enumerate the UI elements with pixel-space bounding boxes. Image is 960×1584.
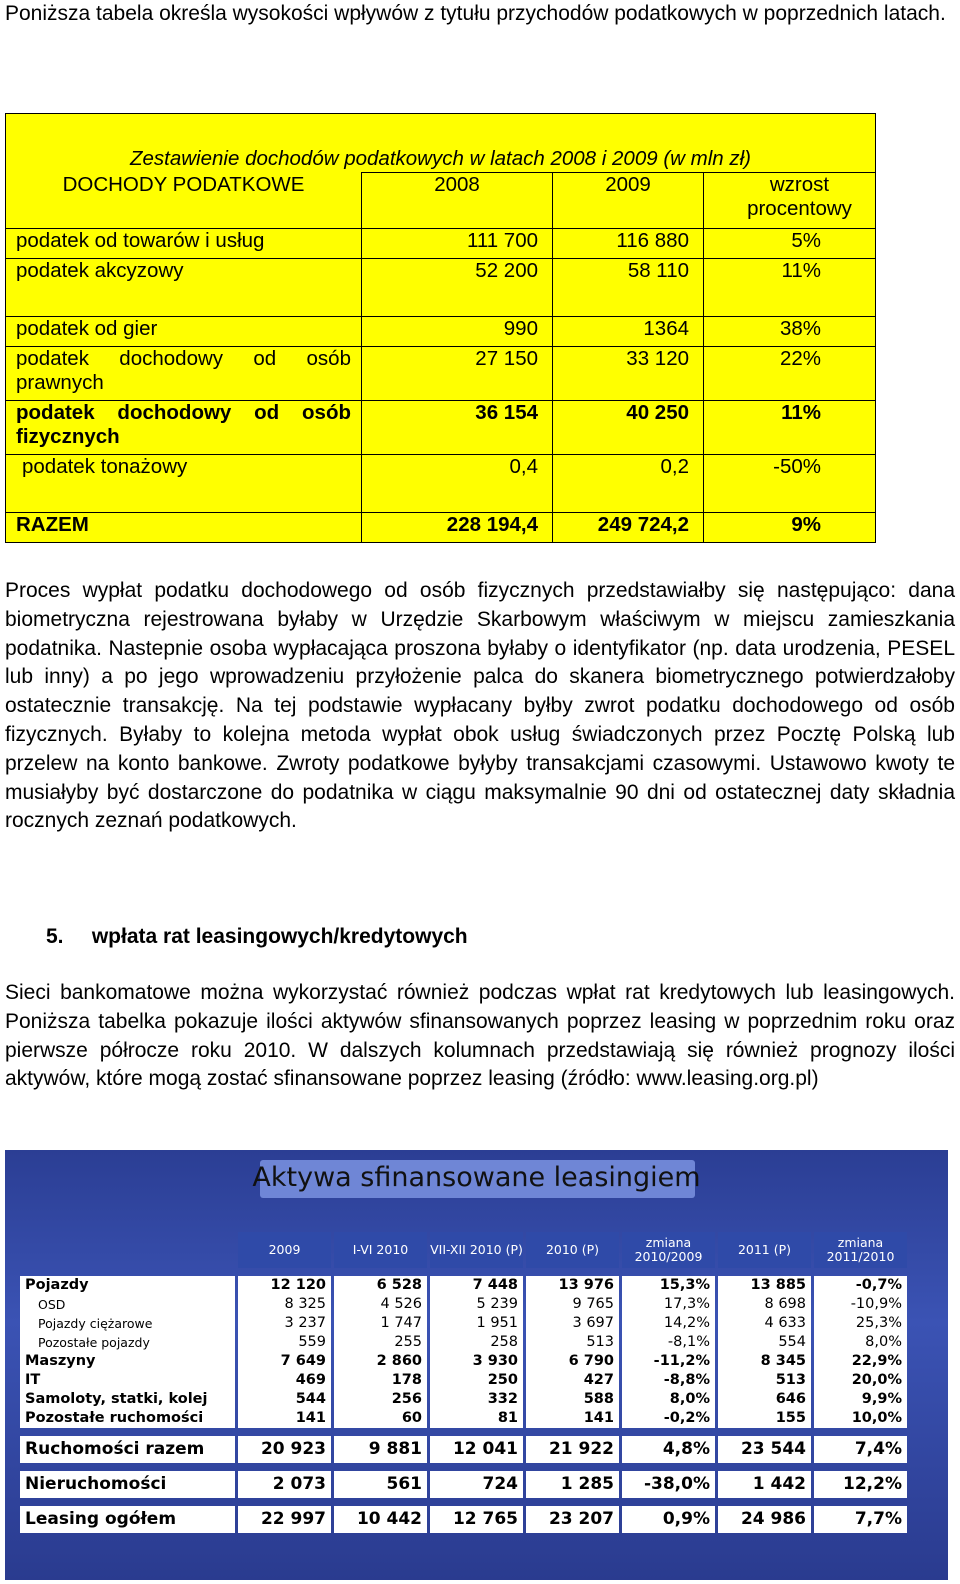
leasing-row	[20, 1371, 907, 1390]
leasing-row-label: Pozostałe pojazdy	[20, 1333, 235, 1352]
leasing-row-label: Maszyny	[20, 1352, 235, 1371]
leasing-cell: 22,9%	[814, 1352, 907, 1371]
table-row	[6, 455, 876, 513]
leasing-cell: 3 237	[238, 1314, 331, 1333]
leasing-cell: -10,9%	[814, 1295, 907, 1314]
leasing-cell: -11,2%	[622, 1352, 715, 1371]
leasing-cell: 3 930	[430, 1352, 523, 1371]
leasing-row-label: Pozostałe ruchomości	[20, 1409, 235, 1428]
leasing-total-cell: 23 544	[718, 1436, 811, 1463]
section-heading	[46, 925, 468, 949]
leasing-header-row	[20, 1232, 907, 1268]
row-2009: 0,2	[553, 455, 704, 513]
leasing-cell: 646	[718, 1390, 811, 1409]
leasing-cell: 12 120	[238, 1276, 331, 1295]
header-2009: 2009	[553, 173, 704, 229]
total-2008: 228 194,4	[362, 513, 553, 543]
leasing-total-row	[20, 1506, 907, 1533]
leasing-cell: 9,9%	[814, 1390, 907, 1409]
leasing-cell: 13 976	[526, 1276, 619, 1295]
leasing-cell: 81	[430, 1409, 523, 1428]
leasing-total-row	[20, 1436, 907, 1463]
row-2009: 58 110	[553, 259, 704, 317]
table-row	[6, 401, 876, 455]
header-growth: wzrost procentowy	[704, 173, 876, 229]
row-2009: 33 120	[553, 347, 704, 401]
payout-paragraph: Proces wypłat podatku dochodowego od osób fizycznych przedstawiałby się następująco: dana biometryczna rejestrowana byłaby w Urzędzie Skarbowym właściwym w miejscu zamieszkania podatnika. Nastepnie osoba wypłacająca proszona byłaby o identyfikator (np. data urodzenia, PESEL lub inny) a po jego wprowadzeniu przyłożenie palca do skanera biometrycznego potwierdzałoby ostatecznie transakcję. Na tej podstawie wypłacany byłby zwrot podatku dochodowego od osób fizycznych. Byłaby to kolejna metoda wypłat obok usług świadczonych przez Pocztę Polską lub przelew na konto bankowe. Zwroty podatkowe byłyby transakcjami czasowymi. Ustawowo kwoty te musiałyby być dostarczone do podatnika w ciągu maksymalnie 90 dni od ostatecznej daty składnia rocznych zeznań podatkowych.	[5, 579, 955, 833]
leasing-total-row	[20, 1471, 907, 1498]
row-2008: 36 154	[362, 401, 553, 455]
leasing-row-label: Samoloty, statki, kolej	[20, 1390, 235, 1409]
leasing-cell: 544	[238, 1390, 331, 1409]
leasing-total-cell: 0,9%	[622, 1506, 715, 1533]
leasing-cell: 13 885	[718, 1276, 811, 1295]
leasing-total-cell: 9 881	[334, 1436, 427, 1463]
table-total-row	[6, 513, 876, 543]
table-header-row	[6, 173, 876, 229]
row-2008: 0,4	[362, 455, 553, 513]
total-2009: 249 724,2	[553, 513, 704, 543]
leasing-cell: 8,0%	[622, 1390, 715, 1409]
row-growth: 22%	[704, 347, 876, 401]
row-growth: 5%	[704, 229, 876, 259]
leasing-cell: 513	[718, 1371, 811, 1390]
row-growth: -50%	[704, 455, 876, 513]
leasing-cell: 10,0%	[814, 1409, 907, 1428]
section-number: 5.	[46, 925, 64, 948]
row-2008: 111 700	[362, 229, 553, 259]
leasing-total-cell: 21 922	[526, 1436, 619, 1463]
row-label: podatek od towarów i usług	[6, 229, 362, 259]
leasing-cell: 15,3%	[622, 1276, 715, 1295]
leasing-cell: -0,2%	[622, 1409, 715, 1428]
header-col: VII-XII 2010 (P)	[430, 1232, 523, 1268]
leasing-total-cell: 561	[334, 1471, 427, 1498]
leasing-total-cell: 724	[430, 1471, 523, 1498]
leasing-total-cell: -38,0%	[622, 1471, 715, 1498]
header-col: 2010 (P)	[526, 1232, 619, 1268]
leasing-cell: 332	[430, 1390, 523, 1409]
row-2009: 1364	[553, 317, 704, 347]
row-2008: 990	[362, 317, 553, 347]
leasing-total-cell: 12 041	[430, 1436, 523, 1463]
leasing-row-label: OSD	[20, 1295, 235, 1314]
row-growth: 38%	[704, 317, 876, 347]
row-2009: 116 880	[553, 229, 704, 259]
leasing-total-cell: 1 442	[718, 1471, 811, 1498]
table-caption-row	[6, 114, 876, 173]
leasing-total-cell: 10 442	[334, 1506, 427, 1533]
leasing-cell: 554	[718, 1333, 811, 1352]
tax-income-table	[5, 113, 876, 543]
leasing-total-label: Nieruchomości	[20, 1471, 235, 1498]
section-title: wpłata rat leasingowych/kredytowych	[91, 925, 468, 948]
row-2008: 27 150	[362, 347, 553, 401]
leasing-total-cell: 20 923	[238, 1436, 331, 1463]
leasing-cell: 427	[526, 1371, 619, 1390]
leasing-cell: 513	[526, 1333, 619, 1352]
leasing-row	[20, 1409, 907, 1428]
leasing-cell: 258	[430, 1333, 523, 1352]
leasing-total-cell: 22 997	[238, 1506, 331, 1533]
leasing-cell: 8 325	[238, 1295, 331, 1314]
leasing-cell: -0,7%	[814, 1276, 907, 1295]
row-2008: 52 200	[362, 259, 553, 317]
leasing-cell: -8,8%	[622, 1371, 715, 1390]
leasing-cell: 17,3%	[622, 1295, 715, 1314]
leasing-cell: 14,2%	[622, 1314, 715, 1333]
header-col: I-VI 2010	[334, 1232, 427, 1268]
leasing-cell: 255	[334, 1333, 427, 1352]
leasing-total-label: Leasing ogółem	[20, 1506, 235, 1533]
leasing-cell: 559	[238, 1333, 331, 1352]
leasing-cell: 4 526	[334, 1295, 427, 1314]
leasing-total-cell: 1 285	[526, 1471, 619, 1498]
leasing-row	[20, 1276, 907, 1295]
leasing-total-cell: 23 207	[526, 1506, 619, 1533]
header-col: zmiana 2011/2010	[814, 1232, 907, 1268]
leasing-total-label: Ruchomości razem	[20, 1436, 235, 1463]
row-label: podatek dochodowy od osób fizycznych	[6, 401, 362, 455]
header-income: DOCHODY PODATKOWE	[6, 173, 362, 229]
leasing-cell: 7 649	[238, 1352, 331, 1371]
leasing-row-label: IT	[20, 1371, 235, 1390]
row-2009: 40 250	[553, 401, 704, 455]
leasing-total-cell: 2 073	[238, 1471, 331, 1498]
leasing-row-label: Pojazdy ciężarowe	[20, 1314, 235, 1333]
leasing-table	[17, 1232, 910, 1533]
leasing-cell: 178	[334, 1371, 427, 1390]
leasing-row-label: Pojazdy	[20, 1276, 235, 1295]
leasing-row	[20, 1390, 907, 1409]
leasing-row	[20, 1333, 907, 1352]
leasing-cell: 256	[334, 1390, 427, 1409]
table-row	[6, 317, 876, 347]
leasing-title: Aktywa sfinansowane leasingiem	[252, 1162, 701, 1193]
leasing-total-cell: 12,2%	[814, 1471, 907, 1498]
leasing-cell: 250	[430, 1371, 523, 1390]
leasing-cell: 9 765	[526, 1295, 619, 1314]
leasing-cell: 2 860	[334, 1352, 427, 1371]
leasing-total-cell: 4,8%	[622, 1436, 715, 1463]
table-caption: Zestawienie dochodów podatkowych w latach 2008 i 2009 (w mln zł)	[6, 114, 876, 173]
leasing-cell: 8,0%	[814, 1333, 907, 1352]
leasing-cell: 155	[718, 1409, 811, 1428]
leasing-cell: 1 951	[430, 1314, 523, 1333]
row-growth: 11%	[704, 401, 876, 455]
row-growth: 11%	[704, 259, 876, 317]
leasing-table-image	[5, 1150, 948, 1580]
leasing-row	[20, 1295, 907, 1314]
header-blank	[20, 1232, 235, 1268]
leasing-row	[20, 1314, 907, 1333]
leasing-cell: 25,3%	[814, 1314, 907, 1333]
leasing-cell: 141	[526, 1409, 619, 1428]
leasing-row	[20, 1352, 907, 1371]
leasing-total-cell: 7,7%	[814, 1506, 907, 1533]
total-label: RAZEM	[6, 513, 362, 543]
leasing-paragraph: Sieci bankomatowe można wykorzystać również podczas wpłat rat kredytowych lub leasingowych. Poniższa tabelka pokazuje ilości aktywów sfinansowanych poprzez leasing w poprzednim roku oraz pierwsze półrocze roku 2010. W dalszych kolumnach przedstawiają się również prognozy ilości aktywów, które mogą zostać sfinansowane poprzez leasing (źródło: www.leasing.org.pl)	[5, 981, 955, 1091]
leasing-cell: 60	[334, 1409, 427, 1428]
leasing-total-cell: 24 986	[718, 1506, 811, 1533]
leasing-cell: 588	[526, 1390, 619, 1409]
leasing-cell: 7 448	[430, 1276, 523, 1295]
row-label: podatek od gier	[6, 317, 362, 347]
leasing-cell: -8,1%	[622, 1333, 715, 1352]
header-col: zmiana 2010/2009	[622, 1232, 715, 1268]
header-col: 2009	[238, 1232, 331, 1268]
table-row	[6, 229, 876, 259]
leasing-cell: 6 790	[526, 1352, 619, 1371]
row-label: podatek tonażowy	[6, 455, 362, 513]
table-row	[6, 347, 876, 401]
table-row	[6, 259, 876, 317]
leasing-cell: 5 239	[430, 1295, 523, 1314]
leasing-total-cell: 7,4%	[814, 1436, 907, 1463]
leasing-cell: 1 747	[334, 1314, 427, 1333]
leasing-cell: 3 697	[526, 1314, 619, 1333]
row-label: podatek akcyzowy	[6, 259, 362, 317]
leasing-cell: 8 345	[718, 1352, 811, 1371]
total-growth: 9%	[704, 513, 876, 543]
header-2008: 2008	[362, 173, 553, 229]
leasing-cell: 20,0%	[814, 1371, 907, 1390]
leasing-cell: 4 633	[718, 1314, 811, 1333]
leasing-cell: 8 698	[718, 1295, 811, 1314]
row-label: podatek dochodowy od osób prawnych	[6, 347, 362, 401]
leasing-total-cell: 12 765	[430, 1506, 523, 1533]
leasing-cell: 141	[238, 1409, 331, 1428]
header-col: 2011 (P)	[718, 1232, 811, 1268]
intro-paragraph: Poniższa tabela określa wysokości wpływów z tytułu przychodów podatkowych w poprzednich latach.	[5, 2, 946, 25]
leasing-cell: 469	[238, 1371, 331, 1390]
leasing-cell: 6 528	[334, 1276, 427, 1295]
